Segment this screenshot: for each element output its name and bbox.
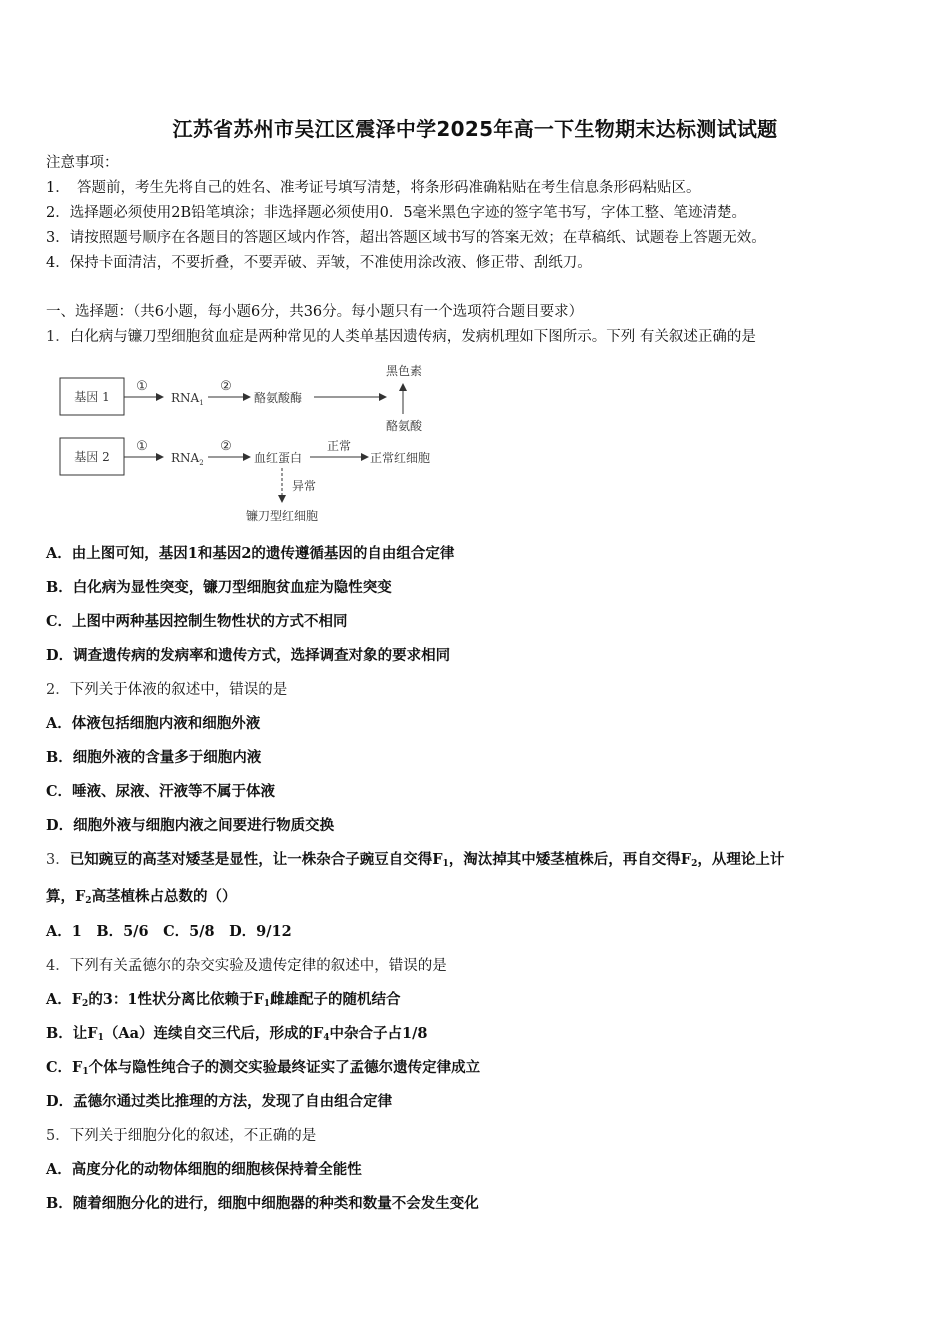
- question-number: 2．: [46, 682, 70, 698]
- notice-item-2: 2．选择题必须使用2B铅笔填涂；非选择题必须使用0．5毫米黑色字迹的签字笔书写，字体工整、笔迹清楚。: [46, 205, 747, 221]
- question-1-option-a: A．由上图可知，基因1和基因2的遗传遵循基因的自由组合定律: [46, 545, 455, 562]
- normal-cell-label: 正常红细胞: [370, 451, 431, 465]
- tyrosine-label: 酪氨酸: [385, 419, 423, 433]
- question-2-option-d: D．细胞外液与细胞内液之间要进行物质交换: [46, 817, 335, 834]
- question-4-option-b: [46, 1024, 428, 1048]
- question-3-options: A．1 B．5/6 C．5/8 D．9/12: [46, 923, 292, 940]
- question-1-option-c: C．上图中两种基因控制生物性状的方式不相同: [46, 613, 348, 630]
- notice-item-4: 4．保持卡面清洁，不要折叠，不要弄破、弄皱，不准使用涂改液、修正带、刮纸刀。: [46, 255, 592, 271]
- page-title: 江苏省苏州市吴江区震泽中学2025年高一下生物期末达标测试试题: [172, 117, 778, 141]
- question-2-stem: [46, 680, 287, 700]
- question-5-stem: [46, 1126, 316, 1146]
- question-4-stem: [46, 956, 447, 976]
- step2-label-row1: ②: [220, 379, 232, 394]
- option-part: B．让F: [46, 1025, 98, 1042]
- question-number: 5．: [46, 1128, 70, 1144]
- stem-part: 已知豌豆的高茎对矮茎是显性，让一株杂合子豌豆自交得F: [69, 851, 443, 868]
- option-part: 的3：1性状分离比依赖于F: [88, 991, 264, 1008]
- stem-part: ，淘汰掉其中矮茎植株后，再自交得F: [448, 851, 692, 868]
- abnormal-label: 异常: [292, 479, 317, 493]
- question-5-option-a: A．高度分化的动物体细胞的细胞核保持着全能性: [46, 1161, 362, 1178]
- subscript: 1: [263, 999, 271, 1009]
- question-text: 下列有关孟德尔的杂交实验及遗传定律的叙述中，错误的是: [69, 958, 447, 974]
- question-2-option-c: C．唾液、尿液、汗液等不属于体液: [46, 783, 276, 800]
- gene1-label: 基因 1: [74, 390, 110, 404]
- rna1-label: $RNA_1$: [171, 391, 204, 407]
- step1-label-row2: ①: [136, 439, 148, 454]
- question-3-stem-line2: [46, 887, 237, 911]
- subscript: 4: [323, 1033, 330, 1043]
- section-heading: 一、选择题：（共6小题，每小题6分，共36分。每小题只有一个选项符合题目要求）: [46, 304, 584, 320]
- subscript: 1: [82, 1067, 89, 1077]
- step1-label-row1: ①: [136, 379, 148, 394]
- question-text: 下列关于细胞分化的叙述，不正确的是: [69, 1128, 317, 1144]
- stem-part: 高茎植株占总数的（）: [91, 888, 237, 905]
- question-1-option-d: D．调查遗传病的发病率和遗传方式，选择调查对象的要求相同: [46, 647, 451, 664]
- option-part: 个体与隐性纯合子的测交实验最终证实了孟德尔遗传定律成立: [88, 1059, 481, 1076]
- gene2-label: 基因 2: [74, 450, 110, 464]
- question-4-option-d: D．孟德尔通过类比推理的方法，发现了自由组合定律: [46, 1093, 393, 1110]
- subscript: 1: [442, 859, 449, 869]
- melanin-label: 黑色素: [385, 364, 423, 378]
- question-1-option-b: B．白化病为显性突变，镰刀型细胞贫血症为隐性突变: [46, 579, 392, 596]
- question-2-option-b: B．细胞外液的含量多于细胞内液: [46, 749, 262, 766]
- option-part: C．F: [46, 1059, 83, 1076]
- question-number: 1．: [46, 329, 70, 345]
- enzyme-label: 酪氨酸酶: [254, 391, 303, 405]
- notice-heading: 注意事项：: [46, 155, 119, 171]
- hemoglobin-label: 血红蛋白: [254, 451, 303, 465]
- question-text: 下列关于体液的叙述中，错误的是: [69, 682, 288, 698]
- question-4-option-a: [46, 990, 401, 1014]
- option-part: 雌雄配子的随机结合: [270, 991, 401, 1008]
- question-4-option-c: [46, 1058, 480, 1082]
- question-text: 白化病与镰刀型细胞贫血症是两种常见的人类单基因遗传病，发病机理如下图所示。下列 有关叙述正确的是: [69, 329, 756, 345]
- question-number: 3．: [46, 852, 70, 868]
- question-1-stem: [46, 327, 756, 347]
- subscript: 1: [97, 1033, 104, 1043]
- stem-part: ，从理论上计: [697, 851, 785, 868]
- sickle-cell-label: 镰刀型红细胞: [245, 509, 319, 523]
- step2-label-row2: ②: [220, 439, 232, 454]
- subscript: 2: [85, 896, 92, 906]
- normal-label: 正常: [326, 439, 352, 453]
- question-3-stem-line1: [46, 850, 784, 874]
- question-number: 4．: [46, 958, 70, 974]
- stem-part: 算，F: [46, 888, 86, 905]
- question-2-option-a: A．体液包括细胞内液和细胞外液: [46, 715, 261, 732]
- subscript: 2: [82, 999, 89, 1009]
- question-5-option-b: B．随着细胞分化的进行，细胞中细胞器的种类和数量不会发生变化: [46, 1195, 479, 1212]
- notice-item-1: 1． 答题前，考生先将自己的姓名、准考证号填写清楚，将条形码准确粘贴在考生信息条形码粘贴区。: [46, 180, 701, 196]
- gene-expression-diagram: [56, 362, 456, 530]
- option-part: （Aa）连续自交三代后，形成的F: [103, 1025, 324, 1042]
- rna2-label: $RNA_2$: [171, 451, 204, 467]
- option-part: 中杂合子占1/8: [329, 1025, 428, 1042]
- notice-item-3: 3．请按照题号顺序在各题目的答题区域内作答，超出答题区域书写的答案无效；在草稿纸、试题卷上答题无效。: [46, 230, 766, 246]
- subscript: 2: [691, 859, 698, 869]
- option-part: A．F: [46, 991, 83, 1008]
